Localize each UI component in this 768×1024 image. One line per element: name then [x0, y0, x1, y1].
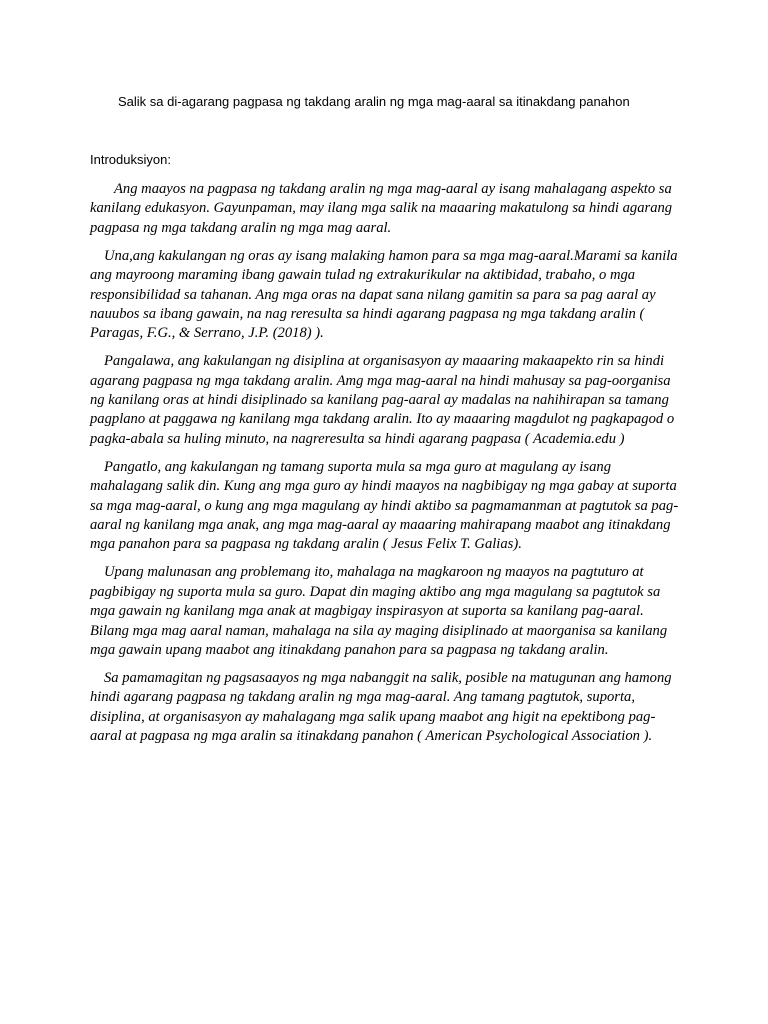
- paragraph: Pangalawa, ang kakulangan ng disiplina at organisasyon ay maaaring makaapekto rin sa hindi agarang pagpasa ng mga takdang aralin. Amg mga mag-aaral na hindi mahusay sa pag-oorganisa ng kanilang oras at hindi disiplinado sa kanilang pag-aaral ay madalas na nahihirapan sa tamang pagplano at paggawa ng kanilang mga takdang aralin. Ito ay maaaring magdulot ng pagkapagod o pagka-abala sa huling minuto, na nagreresulta sa hindi agarang pagpasa ( Academia.edu ): [90, 353, 675, 447]
- paragraph: Sa pamamagitan ng pagsasaayos ng mga nabanggit na salik, posible na matugunan ang hamong hindi agarang pagpasa ng takdang aralin ng mga mag-aaral. Ang tamang pagtutok, suporta, disiplina, at organisasyon ay mahalagang mga salik upang maabot ang higit na epektibong pag-aaral at pagpasa ng mga aralin sa itinakdang panahon ( American Psychological Association ).: [90, 669, 672, 745]
- document-body: [90, 180, 680, 755]
- section-heading: Introduksiyon:: [90, 152, 171, 167]
- paragraph: Upang malunasan ang problemang ito, mahalaga na magkaroon ng maayos na pagtuturo at pagbibigay ng suporta mula sa guro. Dapat din maging aktibo ang mga magulang sa pagtutok sa mga gawain ng kanilang mga anak at magbigay inspirasyon at suporta sa kanilang pag-aaral. Bilang mga mag aaral naman, mahalaga na sila ay maging disiplinado at maorganisa sa kanilang mga gawain upang maabot ang itinakdang panahon para sa pagpasa ng takdang aralin.: [90, 564, 668, 658]
- paragraph: Ang maayos na pagpasa ng takdang aralin ng mga mag-aaral ay isang mahalagang aspekto sa kanilang edukasyon. Gayunpaman, may ilang mga salik na maaaring makatulong sa hindi agarang pagpasa ng mga takdang aralin ng mga mag aaral.: [90, 181, 673, 236]
- paragraph: Una,ang kakulangan ng oras ay isang malaking hamon para sa mga mag-aaral.Marami sa kanila ang mayroong maraming ibang gawain tulad ng extrakurikular na aktibidad, trabaho, o mga responsibilidad sa tahanan. Ang mga oras na dapat sana nilang gamitin sa para sa pag aaral ay nauubos sa ibang gawain, na nag reresulta sa hindi agarang pagpasa ng mga takdang aralin ( Paragas, F.G., & Serrano, J.P. (2018) ).: [90, 247, 678, 342]
- paragraph: Pangatlo, ang kakulangan ng tamang suporta mula sa mga guro at magulang ay isang mahalagang salik din. Kung ang mga guro ay hindi maayos na nagbibigay ng mga gabay at suporta sa mga mag-aaral, o kung ang mga magulang ay hindi aktibo sa pagmamanman at pagtutok sa pag-aaral ng kanilang mga anak, ang mga mag-aaral ay maaaring mahirapang maabot ang itinakdang mga panahon para sa pagpasa ng takdang aralin ( Jesus Felix T. Galias).: [90, 458, 679, 553]
- document-title: Salik sa di-agarang pagpasa ng takdang aralin ng mga mag-aaral sa itinakdang panahon: [118, 94, 630, 109]
